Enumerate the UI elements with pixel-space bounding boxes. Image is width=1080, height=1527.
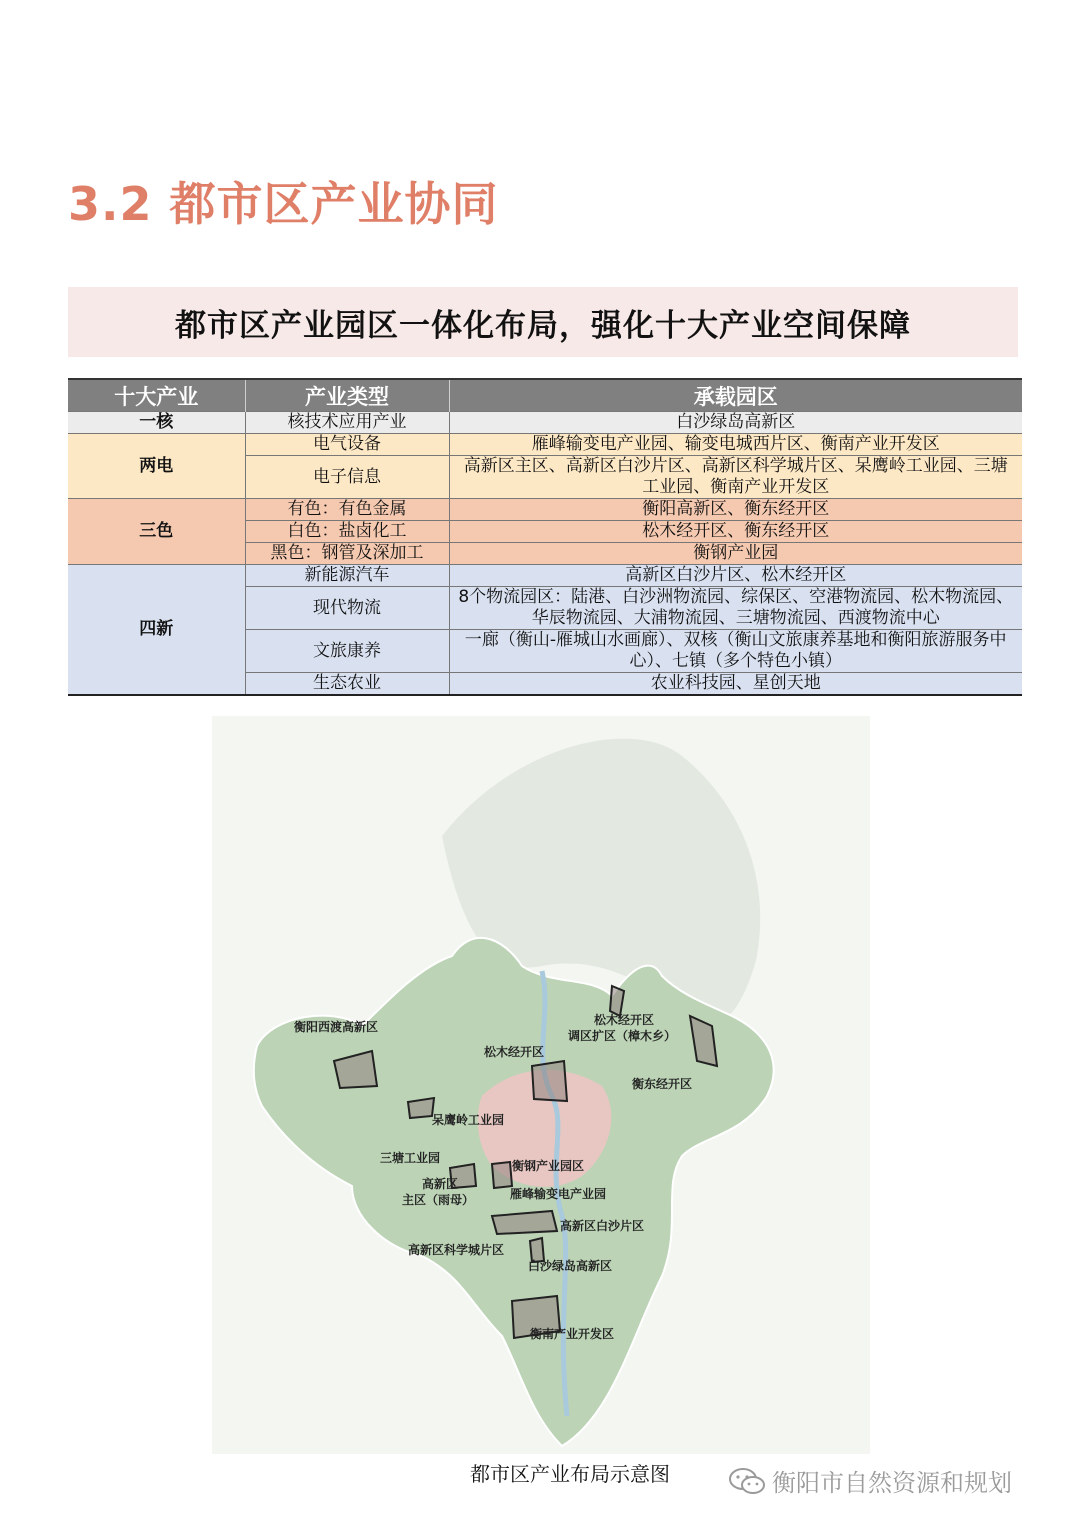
parks-cell: 白沙绿岛高新区 [449, 412, 1022, 434]
map-label-gaoxin-main-2: 主区（雨母） [402, 1193, 475, 1207]
section-title: 3.2 都市区产业协同 [68, 177, 499, 231]
map-label-hengang: 衡钢产业园区 [512, 1159, 585, 1173]
map-label-yanfeng: 雁峰输变电产业园 [510, 1187, 607, 1201]
map-label-gaoxin-main-1: 高新区 [422, 1177, 459, 1191]
category-cell: 两电 [68, 434, 245, 499]
parks-cell: 高新区白沙片区、松木经开区 [449, 565, 1022, 587]
header-industry: 十大产业 [68, 379, 245, 412]
map-label-daiyingling: 呆鹰岭工业园 [432, 1113, 505, 1127]
category-cell: 一核 [68, 412, 245, 434]
category-cell: 四新 [68, 565, 245, 696]
map-label-santang: 三塘工业园 [380, 1151, 441, 1165]
category-cell: 三色 [68, 499, 245, 565]
map-label-hengdong: 衡东经开区 [632, 1077, 693, 1091]
table-row [68, 412, 1022, 434]
table-header-row [68, 379, 1022, 412]
map-caption: 都市区产业布局示意图 [470, 1462, 670, 1486]
parks-cell: 农业科技园、星创天地 [449, 673, 1022, 696]
parks-cell: 一廊（衡山-雁城山水画廊）、双核（衡山文旅康养基地和衡阳旅游服务中心）、七镇（多个特色小镇） [449, 630, 1022, 673]
parks-cell: 松木经开区、衡东经开区 [449, 521, 1022, 543]
type-cell: 文旅康养 [245, 630, 449, 673]
parks-cell: 雁峰输变电产业园、输变电城西片区、衡南产业开发区 [449, 434, 1022, 456]
watermark-text: 衡阳市自然资源和规划 [772, 1469, 1012, 1497]
type-cell: 白色：盐卤化工 [245, 521, 449, 543]
map-label-kexuecheng: 高新区科学城片区 [408, 1243, 505, 1257]
industry-table [68, 378, 1022, 696]
type-cell: 有色：有色金属 [245, 499, 449, 521]
type-cell: 核技术应用产业 [245, 412, 449, 434]
map-label-baisha: 高新区白沙片区 [560, 1219, 645, 1233]
parks-cell: 衡钢产业园 [449, 543, 1022, 565]
type-cell: 新能源汽车 [245, 565, 449, 587]
park-hengang [492, 1162, 512, 1188]
type-cell: 电子信息 [245, 456, 449, 499]
map-label-songmu-adj: 松木经开区 [594, 1013, 655, 1027]
map-label-lvdao: 白沙绿岛高新区 [528, 1259, 613, 1273]
wechat-icon [728, 1466, 766, 1496]
map-label-xidu: 衡阳西渡高新区 [294, 1020, 379, 1034]
banner-text: 都市区产业园区一体化布局，强化十大产业空间保障 [175, 307, 911, 344]
group-four [68, 565, 1022, 696]
map-label-songmu: 松木经开区 [484, 1045, 545, 1059]
group-two [68, 434, 1022, 499]
type-cell: 生态农业 [245, 673, 449, 696]
industrial-layout-map [212, 716, 870, 1454]
park-daiyingling [408, 1098, 434, 1118]
map-label-hengnan: 衡南产业开发区 [530, 1327, 615, 1341]
header-parks: 承载园区 [449, 379, 1022, 412]
table-row [68, 434, 1022, 456]
table-row [68, 565, 1022, 587]
map-label-songmu-adj2: 调区扩区（樟木乡） [568, 1029, 677, 1043]
parks-cell: 高新区主区、高新区白沙片区、高新区科学城片区、呆鹰岭工业园、三塘工业园、衡南产业开发区 [449, 456, 1022, 499]
type-cell: 电气设备 [245, 434, 449, 456]
type-cell: 现代物流 [245, 587, 449, 630]
parks-cell: 8个物流园区：陆港、白沙洲物流园、综保区、空港物流园、松木物流园、华辰物流园、大浦物流园、三塘物流园、西渡物流中心 [449, 587, 1022, 630]
type-cell: 黑色：钢管及深加工 [245, 543, 449, 565]
banner [68, 287, 1018, 357]
park-songmu [532, 1061, 567, 1101]
table-row [68, 499, 1022, 521]
group-three [68, 499, 1022, 565]
park-baisha [492, 1211, 557, 1234]
watermark [728, 1463, 1012, 1498]
map-svg [212, 716, 870, 1454]
header-type: 产业类型 [245, 379, 449, 412]
group-core [68, 412, 1022, 434]
parks-cell: 衡阳高新区、衡东经开区 [449, 499, 1022, 521]
